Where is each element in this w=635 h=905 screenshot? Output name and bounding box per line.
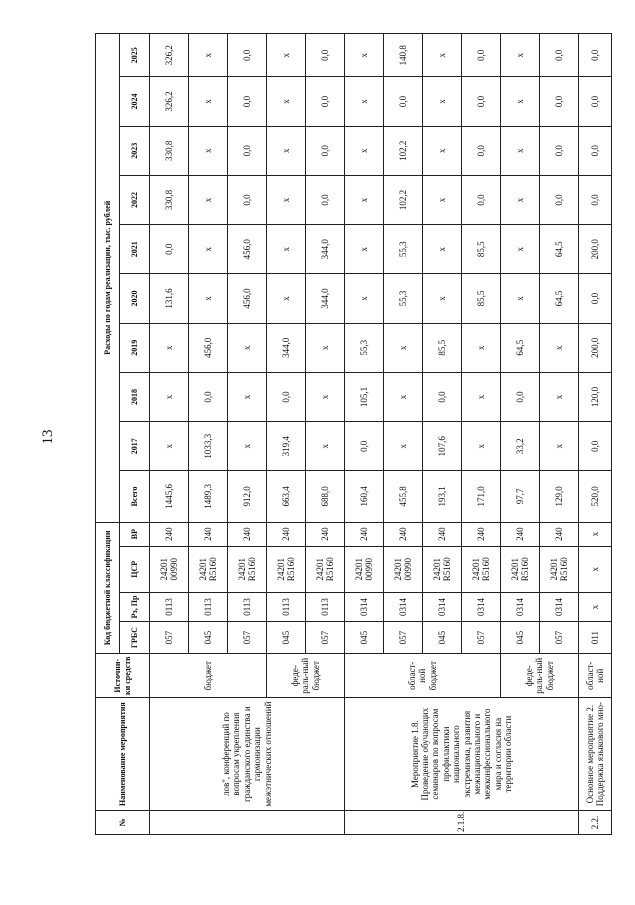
total-value: 129,0	[540, 471, 579, 522]
year-value: х	[345, 175, 384, 224]
measure-number: 2.1.8.	[345, 810, 579, 834]
year-value: 107,6	[423, 422, 462, 471]
year-value: 319,4	[267, 422, 306, 471]
year-value: х	[306, 422, 345, 471]
vr-code: 240	[345, 522, 384, 546]
vr-code: 240	[267, 522, 306, 546]
grbs-code: 011	[579, 622, 612, 654]
header-year: 2024	[120, 77, 150, 126]
year-value: 200,0	[579, 225, 612, 274]
year-value: х	[345, 77, 384, 126]
year-value: х	[189, 34, 228, 77]
year-value: х	[189, 126, 228, 175]
total-value: 1445,6	[150, 471, 189, 522]
csr-code: х	[579, 546, 612, 592]
rzpr-code: 0314	[384, 592, 423, 621]
year-value: х	[540, 323, 579, 372]
total-value: 912,0	[228, 471, 267, 522]
csr-code: 24201 R5160	[501, 546, 540, 592]
header-year: 2018	[120, 372, 150, 421]
year-value: х	[423, 126, 462, 175]
grbs-code: 045	[345, 622, 384, 654]
table-row	[579, 34, 612, 835]
year-value: 105,1	[345, 372, 384, 421]
year-value: 344,0	[306, 274, 345, 323]
year-value: х	[501, 274, 540, 323]
year-value: х	[189, 77, 228, 126]
year-value: х	[150, 323, 189, 372]
year-value: х	[150, 422, 189, 471]
year-value: х	[462, 422, 501, 471]
header-budget-code: Код бюджетной классификации	[96, 522, 120, 654]
year-value: х	[267, 126, 306, 175]
year-value: 0,0	[384, 77, 423, 126]
table-row	[150, 34, 189, 835]
funding-source: бюджет	[150, 654, 267, 698]
measure-number	[150, 810, 345, 834]
grbs-code: 057	[384, 622, 423, 654]
year-value: 330,8	[150, 175, 189, 224]
measure-number: 2.2.	[579, 810, 612, 834]
year-value: х	[189, 225, 228, 274]
rzpr-code: 0113	[150, 592, 189, 621]
year-value: х	[189, 175, 228, 224]
vr-code: 240	[384, 522, 423, 546]
year-value: 33,2	[501, 422, 540, 471]
year-value: х	[228, 323, 267, 372]
year-value: х	[423, 274, 462, 323]
year-value: 0,0	[579, 422, 612, 471]
year-value: 0,0	[579, 175, 612, 224]
year-value: 0,0	[228, 34, 267, 77]
year-value: х	[501, 77, 540, 126]
year-value: 326,2	[150, 34, 189, 77]
table-body	[150, 34, 612, 835]
year-value: 64,5	[540, 274, 579, 323]
year-value: х	[345, 34, 384, 77]
csr-code: 24201 R5160	[267, 546, 306, 592]
csr-code: 24201 R5160	[189, 546, 228, 592]
header-grbs: ГРБС	[120, 622, 150, 654]
year-value: 55,3	[345, 323, 384, 372]
rotated-table-wrapper	[95, 33, 605, 835]
grbs-code: 045	[267, 622, 306, 654]
year-value: х	[384, 323, 423, 372]
year-value: 64,5	[501, 323, 540, 372]
measure-name: лов", конференций по вопросам укрепления гражданского единства и гармонизации межэтнических отношений	[150, 698, 345, 811]
year-value: 102,2	[384, 175, 423, 224]
csr-code: 24201 R5160	[228, 546, 267, 592]
year-value: 85,5	[462, 225, 501, 274]
year-value: 0,0	[579, 126, 612, 175]
grbs-code: 045	[501, 622, 540, 654]
measure-name: Мероприятие 1.8. Проведение обучающих семинаров по вопросам профилактики национального экстремизма, развития межнационального и межконфессионального мира и согласия на территории области	[345, 698, 579, 811]
year-value: х	[228, 372, 267, 421]
year-value: 200,0	[579, 323, 612, 372]
year-value: 0,0	[306, 175, 345, 224]
year-value: 0,0	[150, 225, 189, 274]
total-value: 688,0	[306, 471, 345, 522]
total-value: 193,1	[423, 471, 462, 522]
budget-table	[95, 33, 612, 835]
year-value: 0,0	[540, 126, 579, 175]
header-num: №	[96, 810, 150, 834]
year-value: х	[501, 175, 540, 224]
vr-code: 240	[189, 522, 228, 546]
year-value: х	[306, 372, 345, 421]
table-row	[345, 34, 384, 835]
year-value: 344,0	[306, 225, 345, 274]
vr-code: 240	[150, 522, 189, 546]
year-value: 0,0	[228, 126, 267, 175]
year-value: 330,8	[150, 126, 189, 175]
year-value: 0,0	[462, 175, 501, 224]
year-value: х	[501, 34, 540, 77]
year-value: х	[189, 274, 228, 323]
year-value: 0,0	[579, 77, 612, 126]
year-value: х	[345, 274, 384, 323]
year-value: 131,6	[150, 274, 189, 323]
csr-code: 24201 R5160	[462, 546, 501, 592]
csr-code: 24201 00990	[150, 546, 189, 592]
funding-source: област-ной	[579, 654, 612, 698]
vr-code: 240	[501, 522, 540, 546]
year-value: 456,0	[228, 274, 267, 323]
year-value: х	[384, 372, 423, 421]
rzpr-code: 0113	[228, 592, 267, 621]
header-year: 2017	[120, 422, 150, 471]
year-value: 0,0	[306, 34, 345, 77]
rzpr-code: 0314	[501, 592, 540, 621]
year-value: х	[228, 422, 267, 471]
year-value: х	[306, 323, 345, 372]
year-value: 55,3	[384, 274, 423, 323]
year-value: х	[267, 34, 306, 77]
total-value: 663,4	[267, 471, 306, 522]
year-value: х	[501, 225, 540, 274]
year-value: 456,0	[228, 225, 267, 274]
year-value: 85,5	[462, 274, 501, 323]
header-source: Источни-ки средств	[96, 654, 150, 698]
vr-code: 240	[423, 522, 462, 546]
year-value: 0,0	[423, 372, 462, 421]
year-value: 140,8	[384, 34, 423, 77]
header-year: 2022	[120, 175, 150, 224]
grbs-code: 057	[462, 622, 501, 654]
year-value: 0,0	[579, 274, 612, 323]
rzpr-code: 0113	[267, 592, 306, 621]
year-value: х	[267, 175, 306, 224]
page-number: 13	[40, 429, 56, 445]
year-value: х	[345, 126, 384, 175]
header-year: 2025	[120, 34, 150, 77]
year-value: 0,0	[579, 34, 612, 77]
year-value: 0,0	[189, 372, 228, 421]
header-expenses: Расходы по годам реализации, тыс. рублей	[96, 34, 120, 523]
year-value: х	[540, 372, 579, 421]
year-value: 0,0	[462, 34, 501, 77]
year-value: х	[423, 225, 462, 274]
total-value: 171,0	[462, 471, 501, 522]
year-value: 0,0	[501, 372, 540, 421]
vr-code: 240	[306, 522, 345, 546]
year-value: 85,5	[423, 323, 462, 372]
year-value: х	[423, 175, 462, 224]
funding-source: феде-раль-ный бюджет	[267, 654, 345, 698]
total-value: 97,7	[501, 471, 540, 522]
total-value: 160,4	[345, 471, 384, 522]
header-year: 2019	[120, 323, 150, 372]
header-year: 2020	[120, 274, 150, 323]
vr-code: 240	[540, 522, 579, 546]
year-value: 0,0	[540, 34, 579, 77]
grbs-code: 057	[540, 622, 579, 654]
csr-code: 24201 00990	[384, 546, 423, 592]
year-value: 64,5	[540, 225, 579, 274]
header-vr: ВР	[120, 522, 150, 546]
funding-source: феде-раль-ный бюджет	[501, 654, 579, 698]
year-value: х	[423, 77, 462, 126]
year-value: 344,0	[267, 323, 306, 372]
year-value: х	[384, 422, 423, 471]
year-value: 0,0	[267, 372, 306, 421]
year-value: х	[345, 225, 384, 274]
year-value: 120,0	[579, 372, 612, 421]
header-rzpr: Рз, Пр	[120, 592, 150, 621]
total-value: 455,8	[384, 471, 423, 522]
year-value: х	[267, 77, 306, 126]
year-value: 102,2	[384, 126, 423, 175]
header-name: Наименование мероприятия	[96, 698, 150, 811]
grbs-code: 057	[228, 622, 267, 654]
year-value: 0,0	[540, 175, 579, 224]
year-value: 0,0	[345, 422, 384, 471]
total-value: 520,0	[579, 471, 612, 522]
grbs-code: 057	[150, 622, 189, 654]
header-year: 2023	[120, 126, 150, 175]
year-value: 0,0	[228, 77, 267, 126]
total-value: 1489,3	[189, 471, 228, 522]
vr-code: 240	[462, 522, 501, 546]
year-value: 55,3	[384, 225, 423, 274]
year-value: 456,0	[189, 323, 228, 372]
csr-code: 24201 R5160	[423, 546, 462, 592]
year-value: 0,0	[306, 126, 345, 175]
vr-code: х	[579, 522, 612, 546]
funding-source: област-ной бюджет	[345, 654, 501, 698]
year-value: х	[462, 372, 501, 421]
year-value: 0,0	[462, 126, 501, 175]
grbs-code: 045	[189, 622, 228, 654]
year-value: х	[540, 422, 579, 471]
year-value: х	[423, 34, 462, 77]
year-value: 0,0	[540, 77, 579, 126]
grbs-code: 045	[423, 622, 462, 654]
year-value: х	[501, 126, 540, 175]
year-value: х	[150, 372, 189, 421]
year-value: 1033,3	[189, 422, 228, 471]
rzpr-code: 0314	[345, 592, 384, 621]
header-year: 2021	[120, 225, 150, 274]
rzpr-code: 0113	[306, 592, 345, 621]
year-value: х	[267, 225, 306, 274]
rzpr-code: 0314	[423, 592, 462, 621]
year-value: 0,0	[306, 77, 345, 126]
csr-code: 24201 R5160	[306, 546, 345, 592]
measure-name: Основное мероприятие 2. Поддержка языкового мно-	[579, 698, 612, 811]
grbs-code: 057	[306, 622, 345, 654]
csr-code: 24201 00990	[345, 546, 384, 592]
rzpr-code: х	[579, 592, 612, 621]
year-value: 326,2	[150, 77, 189, 126]
rzpr-code: 0314	[540, 592, 579, 621]
year-value: х	[267, 274, 306, 323]
header-csr: ЦСР	[120, 546, 150, 592]
year-value: х	[462, 323, 501, 372]
csr-code: 24201 R5160	[540, 546, 579, 592]
year-value: 0,0	[462, 77, 501, 126]
header-total: Всего	[120, 471, 150, 522]
rzpr-code: 0113	[189, 592, 228, 621]
rzpr-code: 0314	[462, 592, 501, 621]
year-value: 0,0	[228, 175, 267, 224]
vr-code: 240	[228, 522, 267, 546]
